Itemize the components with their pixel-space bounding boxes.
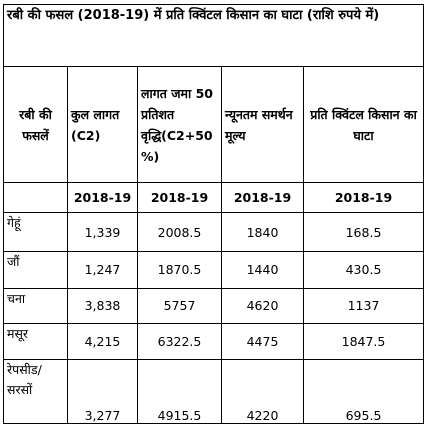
- loss-value: 430.5: [304, 252, 424, 289]
- header-crops: रबी की फसलें: [4, 67, 68, 183]
- table-row: [4, 324, 424, 359]
- year-row: [4, 183, 424, 213]
- header-cost-plus-50: लागत जमा 50 प्रतिशत वृद्धि(C2+50 %): [138, 67, 222, 183]
- title-row: [4, 5, 424, 67]
- cost-plus-50-value: 2008.5: [138, 213, 222, 252]
- table-row: [4, 252, 424, 289]
- cost-plus-50-value: 4915.5: [138, 359, 222, 424]
- header-row: [4, 67, 424, 183]
- msp-value: 4475: [222, 324, 304, 359]
- table-title: रबी की फसल (2018-19) में प्रति क्विंटल किसान का घाटा (राशि रुपये में): [4, 5, 424, 67]
- table-row: [4, 213, 424, 252]
- table-row: [4, 288, 424, 323]
- total-cost-value: 1,339: [68, 213, 138, 252]
- year-cell: 2018-19: [138, 183, 222, 213]
- loss-value: 1847.5: [304, 324, 424, 359]
- header-loss-per-quintal: प्रति क्विंटल किसान का घाटा: [304, 67, 424, 183]
- year-cell: 2018-19: [222, 183, 304, 213]
- year-cell: 2018-19: [68, 183, 138, 213]
- header-total-cost: कुल लागत (C2): [68, 67, 138, 183]
- crop-name: मसूर: [4, 324, 68, 359]
- year-cell: 2018-19: [304, 183, 424, 213]
- header-msp: न्यूनतम समर्थन मूल्य: [222, 67, 304, 183]
- total-cost-value: 3,277: [68, 359, 138, 424]
- loss-value: 1137: [304, 288, 424, 323]
- crop-name: रेपसीड/ सरसों: [4, 359, 68, 424]
- table-row: [4, 359, 424, 424]
- msp-value: 4620: [222, 288, 304, 323]
- msp-value: 4220: [222, 359, 304, 424]
- loss-value: 168.5: [304, 213, 424, 252]
- loss-value: 695.5: [304, 359, 424, 424]
- cost-plus-50-value: 6322.5: [138, 324, 222, 359]
- total-cost-value: 3,838: [68, 288, 138, 323]
- year-cell-empty: [4, 183, 68, 213]
- cost-plus-50-value: 5757: [138, 288, 222, 323]
- total-cost-value: 1,247: [68, 252, 138, 289]
- cost-plus-50-value: 1870.5: [138, 252, 222, 289]
- crop-name: गेहूं: [4, 213, 68, 252]
- rabi-loss-table: [3, 4, 424, 424]
- msp-value: 1440: [222, 252, 304, 289]
- crop-name: जौं: [4, 252, 68, 289]
- msp-value: 1840: [222, 213, 304, 252]
- crop-name: चना: [4, 288, 68, 323]
- total-cost-value: 4,215: [68, 324, 138, 359]
